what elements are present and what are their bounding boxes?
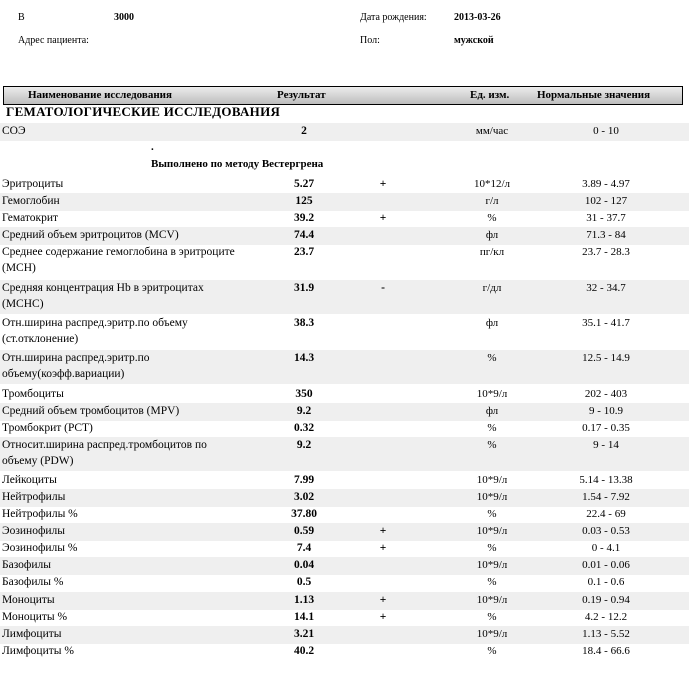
table-row (0, 176, 689, 194)
table-row (0, 386, 689, 404)
row-norm: 0.1 - 0.6 (587, 576, 625, 588)
row-flag: + (379, 525, 387, 537)
row-norm: 9 - 14 (593, 439, 619, 451)
table-row (0, 315, 689, 349)
row-unit: % (487, 645, 497, 657)
row-norm: 9 - 10.9 (589, 405, 623, 417)
row-unit: 10*9/л (476, 491, 508, 503)
row-name: Базофилы (2, 559, 52, 571)
row-result: 39.2 (293, 212, 315, 224)
patient-code-value: 3000 (114, 12, 134, 23)
row-norm: 12.5 - 14.9 (582, 352, 630, 364)
table-row (0, 523, 689, 541)
row-norm: 22.4 - 69 (586, 508, 626, 520)
row-norm: 202 - 403 (584, 388, 628, 400)
row-norm: 0.19 - 0.94 (582, 594, 630, 606)
row-unit: мм/час (475, 125, 509, 137)
header-norm: Нормальные значения (537, 89, 651, 101)
row-result: 3.21 (293, 628, 315, 640)
table-row (0, 472, 689, 490)
row-name: Средняя концентрация Hb в эритроцитах (MCHC) (2, 282, 204, 310)
row-flag: + (379, 178, 387, 190)
table-row (0, 592, 689, 610)
row-result: 23.7 (293, 246, 315, 258)
row-unit: % (487, 439, 497, 451)
row-result: 1.13 (293, 594, 315, 606)
header-name: Наименование исследования (28, 89, 172, 101)
row-result: 9.2 (296, 439, 312, 451)
row-result: 14.3 (293, 352, 315, 364)
row-flag: + (379, 212, 387, 224)
row-flag: + (379, 542, 387, 554)
row-unit: 10*9/л (476, 474, 508, 486)
table-row (0, 210, 689, 228)
table-row (0, 489, 689, 507)
row-norm: 32 - 34.7 (586, 282, 626, 294)
table-row (0, 609, 689, 627)
table-row (0, 244, 689, 278)
table-row (0, 506, 689, 524)
table-header (3, 86, 683, 105)
row-unit: % (487, 212, 497, 224)
row-name: Моноциты (2, 594, 55, 606)
row-name: Гемоглобин (2, 195, 60, 207)
row-unit: % (487, 508, 497, 520)
row-unit: пг/кл (479, 246, 505, 258)
row-norm: 18.4 - 66.6 (582, 645, 630, 657)
row-name: Базофилы % (2, 576, 64, 588)
table-row (0, 437, 689, 471)
row-norm: 0.17 - 0.35 (582, 422, 630, 434)
row-name: Гематокрит (2, 212, 59, 224)
row-flag: + (379, 611, 387, 623)
row-result: 5.27 (293, 178, 315, 190)
row-result: 31.9 (293, 282, 315, 294)
table-row (0, 643, 689, 661)
row-flag: - (381, 282, 385, 294)
row-unit: г/л (485, 195, 499, 207)
row-result: 40.2 (293, 645, 315, 657)
row-result: 2 (301, 125, 307, 137)
row-unit: фл (485, 317, 499, 329)
table-row (0, 403, 689, 421)
row-unit: % (487, 576, 497, 588)
row-norm: 23.7 - 28.3 (582, 246, 630, 258)
row-result: 74.4 (293, 229, 315, 241)
row-result: 350 (295, 388, 313, 400)
row-result: 0.5 (296, 576, 312, 588)
row-result: 14.1 (293, 611, 315, 623)
row-norm: 31 - 37.7 (586, 212, 626, 224)
table-row (0, 123, 689, 141)
table-row (0, 280, 689, 314)
table-row (0, 574, 689, 592)
table-row (0, 420, 689, 438)
sex-label: Пол: (360, 35, 380, 46)
table-row (0, 227, 689, 245)
row-name: Отн.ширина распред.эритр.по объему(коэфф.вариации) (2, 352, 150, 380)
row-unit: % (487, 352, 497, 364)
row-norm: 0.03 - 0.53 (582, 525, 630, 537)
row-norm: 4.2 - 12.2 (584, 611, 628, 623)
table-row (0, 350, 689, 384)
section-title: ГЕМАТОЛОГИЧЕСКИЕ ИССЛЕДОВАНИЯ (6, 104, 281, 119)
row-unit: г/дл (482, 282, 502, 294)
row-result: 37.80 (291, 508, 317, 520)
row-name: СОЭ (2, 125, 26, 137)
header-result: Результат (277, 89, 326, 101)
row-result: 3.02 (293, 491, 315, 503)
row-name: Эозинофилы (2, 525, 66, 537)
row-result: 7.4 (296, 542, 312, 554)
table-row (0, 626, 689, 644)
row-name: Моноциты % (2, 611, 68, 623)
patient-code-label: В (18, 12, 25, 23)
header-unit: Ед. изм. (470, 89, 510, 101)
row-unit: фл (485, 405, 499, 417)
row-name: Тромбоциты (2, 388, 64, 400)
sex-value: мужской (454, 35, 494, 46)
row-result: 0.32 (293, 422, 315, 434)
row-norm: 0 - 10 (593, 125, 619, 137)
row-name: Эозинофилы % (2, 542, 78, 554)
row-unit: % (487, 542, 497, 554)
row-result: 0.59 (293, 525, 315, 537)
row-unit: 10*9/л (476, 628, 508, 640)
row-unit: 10*9/л (476, 594, 508, 606)
row-unit: 10*9/л (476, 388, 508, 400)
row-norm: 5.14 - 13.38 (579, 474, 633, 486)
row-name: Лимфоциты % (2, 645, 74, 657)
row-result: 38.3 (293, 317, 315, 329)
row-name: Относит.ширина распред.тромбоцитов по объему (PDW) (2, 439, 207, 467)
row-unit: 10*12/л (473, 178, 511, 190)
row-unit: 10*9/л (476, 525, 508, 537)
row-norm: 1.54 - 7.92 (582, 491, 630, 503)
address-label: Адрес пациента: (18, 35, 89, 46)
method-note: Выполнено по методу Вестергрена (151, 158, 324, 170)
row-result: 125 (295, 195, 313, 207)
row-name: Лейкоциты (2, 474, 57, 486)
row-name: Среднее содержание гемоглобина в эритроците (MCH) (2, 246, 235, 274)
table-row (0, 540, 689, 558)
row-norm: 35.1 - 41.7 (582, 317, 630, 329)
row-result: 9.2 (296, 405, 312, 417)
row-norm: 3.89 - 4.97 (582, 178, 630, 190)
table-row (0, 193, 689, 211)
row-name: Эритроциты (2, 178, 64, 190)
dob-value: 2013-03-26 (454, 12, 501, 23)
row-norm: 0.01 - 0.06 (582, 559, 630, 571)
row-unit: фл (485, 229, 499, 241)
row-name: Нейтрофилы % (2, 508, 78, 520)
row-name: Тромбокрит (PCT) (2, 422, 93, 434)
row-norm: 1.13 - 5.52 (582, 628, 630, 640)
row-norm: 71.3 - 84 (586, 229, 626, 241)
row-norm: 102 - 127 (584, 195, 628, 207)
method-dot: . (151, 141, 154, 153)
row-name: Средний объем эритроцитов (MCV) (2, 229, 179, 241)
row-flag: + (379, 594, 387, 606)
row-norm: 0 - 4.1 (591, 542, 621, 554)
row-name: Нейтрофилы (2, 491, 66, 503)
row-result: 7.99 (293, 474, 315, 486)
row-unit: % (487, 422, 497, 434)
dob-label: Дата рождения: (360, 12, 427, 23)
row-name: Лимфоциты (2, 628, 62, 640)
row-result: 0.04 (293, 559, 315, 571)
row-unit: 10*9/л (476, 559, 508, 571)
row-name: Средний объем тромбоцитов (MPV) (2, 405, 180, 417)
row-unit: % (487, 611, 497, 623)
row-name: Отн.ширина распред.эритр.по объему (ст.отклонение) (2, 317, 188, 345)
table-row (0, 557, 689, 575)
